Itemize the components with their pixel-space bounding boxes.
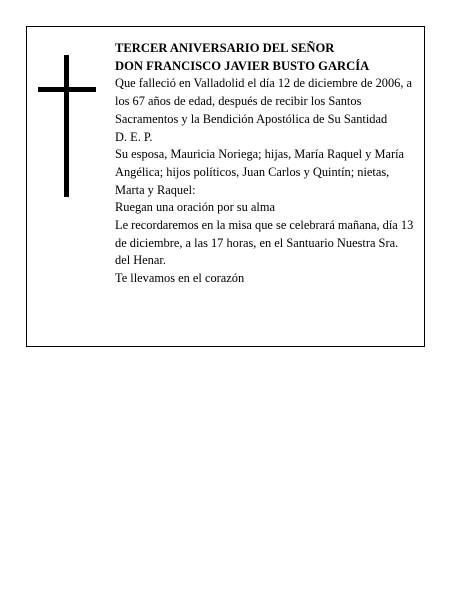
prayer-request: Ruegan una oración por su alma (115, 200, 275, 215)
mass-details: Le recordaremos en la misa que se celebrará mañana, día 13 de diciembre, a las 17 horas, en el Santuario Nuestra Sra. del Henar. (115, 218, 414, 268)
cross-vertical-bar (64, 55, 69, 197)
cross-icon (38, 55, 96, 197)
death-details: Que falleció en Valladolid el día 12 de diciembre de 2006, a los 67 años de edad, después de recibir los Santos Sacramentos y la Bendición Apostólica de Su Santidad (115, 76, 413, 126)
rip-line: D. E. P. (115, 129, 153, 144)
closing-line: Te llevamos en el corazón (115, 271, 245, 286)
notice-text (115, 40, 415, 288)
family-line: Su esposa, Mauricia Noriega; hijas, María Raquel y María Angélica; hijos políticos, Juan Carlos y Quintín; nietas, Marta y Raquel: (115, 147, 405, 197)
obituary-notice (26, 26, 425, 347)
notice-title-line-2: DON FRANCISCO JAVIER BUSTO GARCÍA (115, 58, 370, 73)
cross-horizontal-bar (38, 87, 96, 92)
notice-title-line-1: TERCER ANIVERSARIO DEL SEÑOR (115, 41, 335, 55)
